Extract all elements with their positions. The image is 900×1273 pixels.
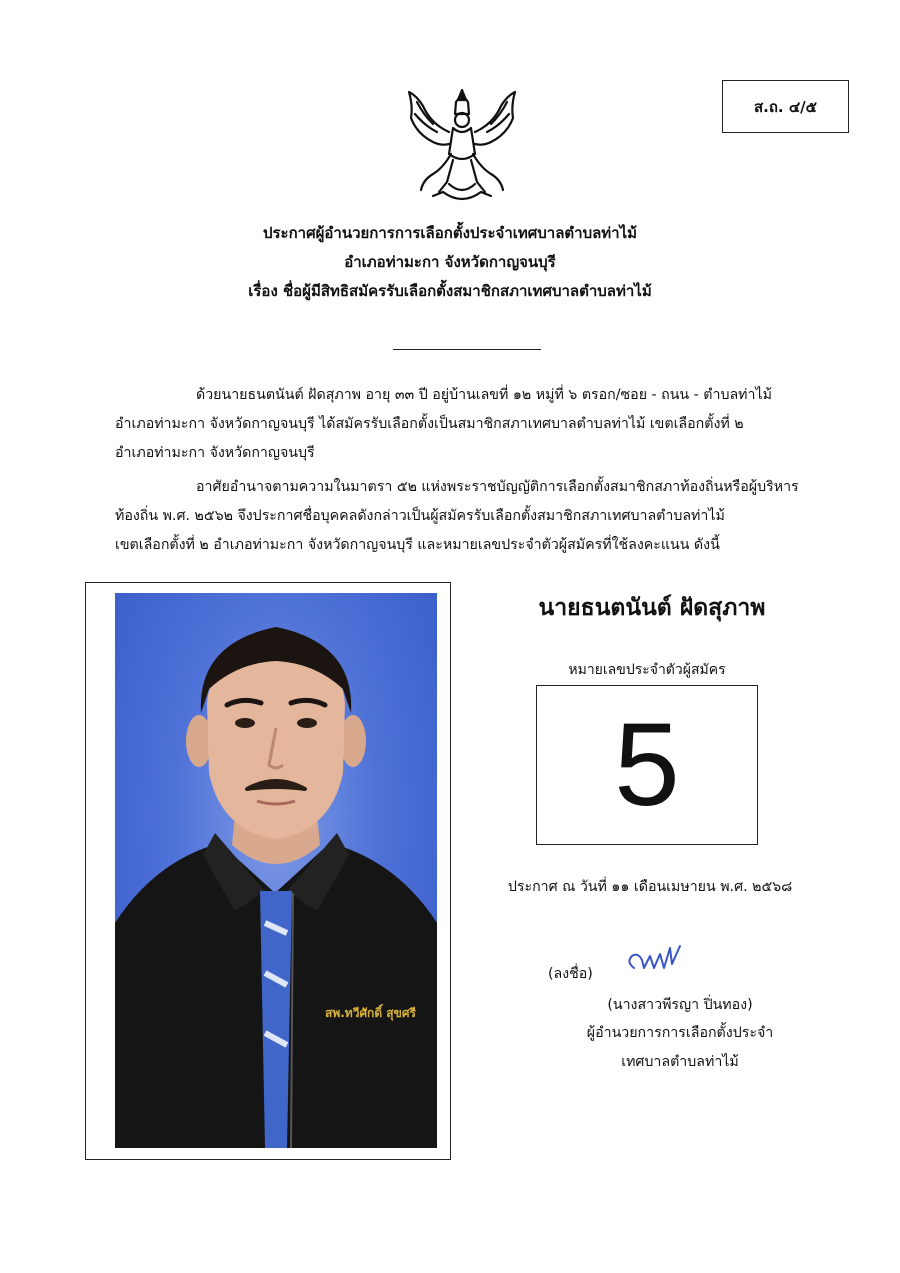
- signature-icon: [624, 940, 694, 980]
- legal-basis-paragraph: [115, 473, 820, 560]
- candidate-photo-frame: [85, 582, 451, 1160]
- signature-label: (ลงชื่อ): [548, 966, 593, 982]
- candidate-info-paragraph: [115, 381, 820, 468]
- shirt-embroidery: สพ.ทวีศักดิ์ สุขศรี: [325, 1006, 416, 1020]
- candidate-number: 5: [614, 699, 680, 831]
- candidate-number-label: หมายเลขประจำตัวผู้สมัคร: [568, 662, 726, 678]
- form-code: ส.ถ. ๔/๕: [753, 97, 818, 116]
- signer-name: (นางสาวพีรญา ปิ่นทอง): [607, 997, 753, 1013]
- heading-line-1: ประกาศผู้อำนวยการการเลือกตั้งประจำเทศบาลตำบลท่าไม้: [262, 224, 638, 242]
- form-code-box: [722, 80, 849, 133]
- candidate-photo: [115, 593, 437, 1148]
- heading-divider: [393, 349, 541, 350]
- candidate-portrait-icon: [115, 593, 437, 1148]
- paragraph-line: ด้วยนายธนตนันต์ ฝัดสุภาพ อายุ ๓๓ ปี อยู่บ้านเลขที่ ๑๒ หมู่ที่ ๖ ตรอก/ซอย - ถนน - ตำบลท่าไม้: [196, 387, 772, 403]
- signer-position-line-1: ผู้อำนวยการการเลือกตั้งประจำ: [586, 1025, 774, 1041]
- paragraph-line: เขตเลือกตั้งที่ ๒ อำเภอท่ามะกา จังหวัดกาญจนบุรี และหมายเลขประจำตัวผู้สมัครที่ใช้ลงคะแนน ดังนี้: [115, 537, 720, 553]
- garuda-emblem-icon: [403, 84, 521, 206]
- candidate-number-box: [536, 685, 758, 845]
- announcement-date: ประกาศ ณ วันที่ ๑๑ เดือนเมษายน พ.ศ. ๒๕๖๘: [507, 879, 793, 895]
- paragraph-line: อาศัยอำนาจตามความในมาตรา ๕๒ แห่งพระราชบัญญัติการเลือกตั้งสมาชิกสภาท้องถิ่นหรือผู้บริหาร: [196, 479, 799, 495]
- signer-position-line-2: เทศบาลตำบลท่าไม้: [621, 1054, 739, 1070]
- paragraph-line: อำเภอท่ามะกา จังหวัดกาญจนบุรี: [115, 445, 315, 461]
- paragraph-line: ท้องถิ่น พ.ศ. ๒๕๖๒ จึงประกาศชื่อบุคคลดังกล่าวเป็นผู้สมัครรับเลือกตั้งสมาชิกสภาเทศบาลตำบลท่าไม้: [115, 508, 725, 524]
- heading-line-2: อำเภอท่ามะกา จังหวัดกาญจนบุรี: [344, 253, 556, 271]
- paragraph-line: อำเภอท่ามะกา จังหวัดกาญจนบุรี ได้สมัครรับเลือกตั้งเป็นสมาชิกสภาเทศบาลตำบลท่าไม้ เขตเลือกตั้งที่ ๒: [115, 416, 744, 432]
- candidate-name: นายธนตนันต์ ฝัดสุภาพ: [538, 595, 766, 621]
- heading-subject: เรื่อง ชื่อผู้มีสิทธิสมัครรับเลือกตั้งสมาชิกสภาเทศบาลตำบลท่าไม้: [248, 282, 652, 300]
